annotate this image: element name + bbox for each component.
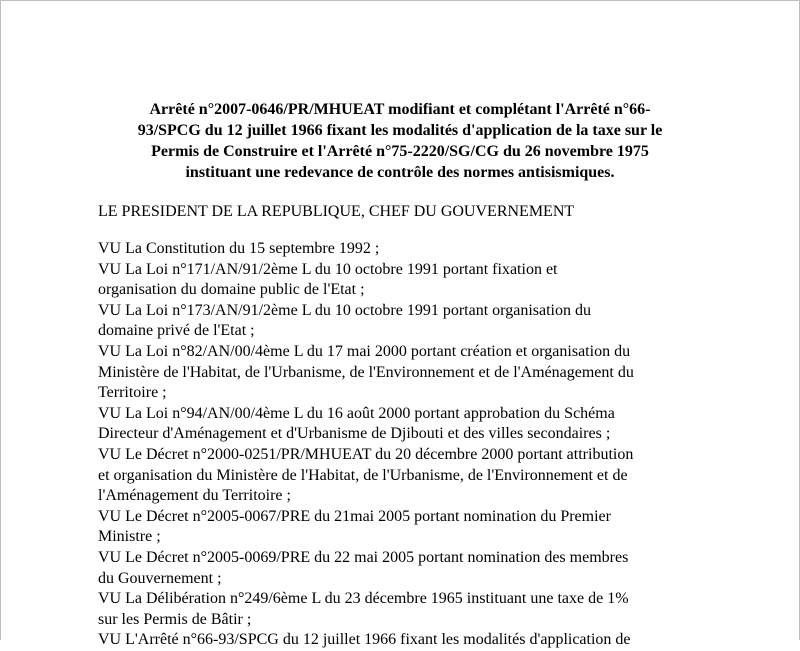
visa-line: Directeur d'Aménagement et d'Urbanisme de Djibouti et des villes secondaires ; bbox=[98, 425, 611, 443]
visa-line: VU Le Décret n°2005-0067/PRE du 21mai 2005 portant nomination du Premier bbox=[98, 507, 611, 525]
visa-line: du Gouvernement ; bbox=[98, 569, 222, 587]
visa-line: Ministère de l'Habitat, de l'Urbanisme, de l'Environnement et de l'Aménagement du bbox=[98, 363, 634, 381]
visa-loi-173 bbox=[98, 301, 718, 342]
visa-line: VU La Loi n°82/AN/00/4ème L du 17 mai 2000 portant création et organisation du bbox=[98, 342, 631, 360]
visa-constitution bbox=[98, 239, 718, 260]
visa-decret-2005-0069 bbox=[98, 548, 718, 589]
visa-line: et organisation du Ministère de l'Habitat, de l'Urbanisme, de l'Environnement et de bbox=[98, 466, 628, 484]
visa-line: Ministre ; bbox=[98, 528, 161, 546]
title-line: 93/SPCG du 12 juillet 1966 fixant les modalités d'application de la taxe sur le bbox=[137, 122, 663, 139]
visa-line: domaine privé de l'Etat ; bbox=[98, 322, 255, 340]
visa-deliberation-249 bbox=[98, 589, 718, 630]
visa-decret-2000-0251 bbox=[98, 445, 718, 507]
president-heading: LE PRESIDENT DE LA REPUBLIQUE, CHEF DU GOUVERNEMENT bbox=[98, 203, 575, 220]
visa-line: VU La Loi n°173/AN/91/2ème L du 10 octobre 1991 portant organisation du bbox=[98, 301, 591, 319]
visa-loi-82 bbox=[98, 342, 718, 404]
visa-line: VU La Constitution du 15 septembre 1992 ; bbox=[98, 240, 380, 257]
visa-arrete-66-93 bbox=[98, 630, 718, 651]
visa-line: VU La Loi n°171/AN/91/2ème L du 10 octobre 1991 portant fixation et bbox=[98, 260, 558, 278]
title-line: Arrêté n°2007-0646/PR/MHUEAT modifiant et complétant l'Arrêté n°66- bbox=[149, 101, 651, 118]
visa-line: VU Le Décret n°2005-0069/PRE du 22 mai 2005 portant nomination des membres bbox=[98, 548, 629, 566]
visa-decret-2005-0067 bbox=[98, 507, 718, 548]
visa-line: Territoire ; bbox=[98, 384, 167, 402]
visa-loi-94 bbox=[98, 404, 718, 445]
visa-list bbox=[98, 239, 718, 651]
visa-line: sur les Permis de Bâtir ; bbox=[98, 610, 252, 628]
title-line: instituant une redevance de contrôle des normes antisismiques. bbox=[185, 164, 615, 181]
visa-line: VU La Loi n°94/AN/00/4ème L du 16 août 2000 portant approbation du Schéma bbox=[98, 404, 615, 422]
visa-line: VU Le Décret n°2000-0251/PR/MHUEAT du 20 décembre 2000 portant attribution bbox=[98, 445, 634, 463]
visa-line: organisation du domaine public de l'Etat ; bbox=[98, 281, 365, 299]
visa-line: l'Aménagement du Territoire ; bbox=[98, 487, 291, 505]
visa-line: VU L'Arrêté n°66-93/SPCG du 12 juillet 1966 fixant les modalités d'application de bbox=[98, 631, 631, 649]
title-line: Permis de Construire et l'Arrêté n°75-2220/SG/CG du 26 novembre 1975 bbox=[151, 143, 649, 160]
visa-loi-171 bbox=[98, 260, 718, 301]
document-title bbox=[98, 99, 702, 183]
visa-line: VU La Délibération n°249/6ème L du 23 décembre 1965 instituant une taxe de 1% bbox=[98, 590, 629, 608]
